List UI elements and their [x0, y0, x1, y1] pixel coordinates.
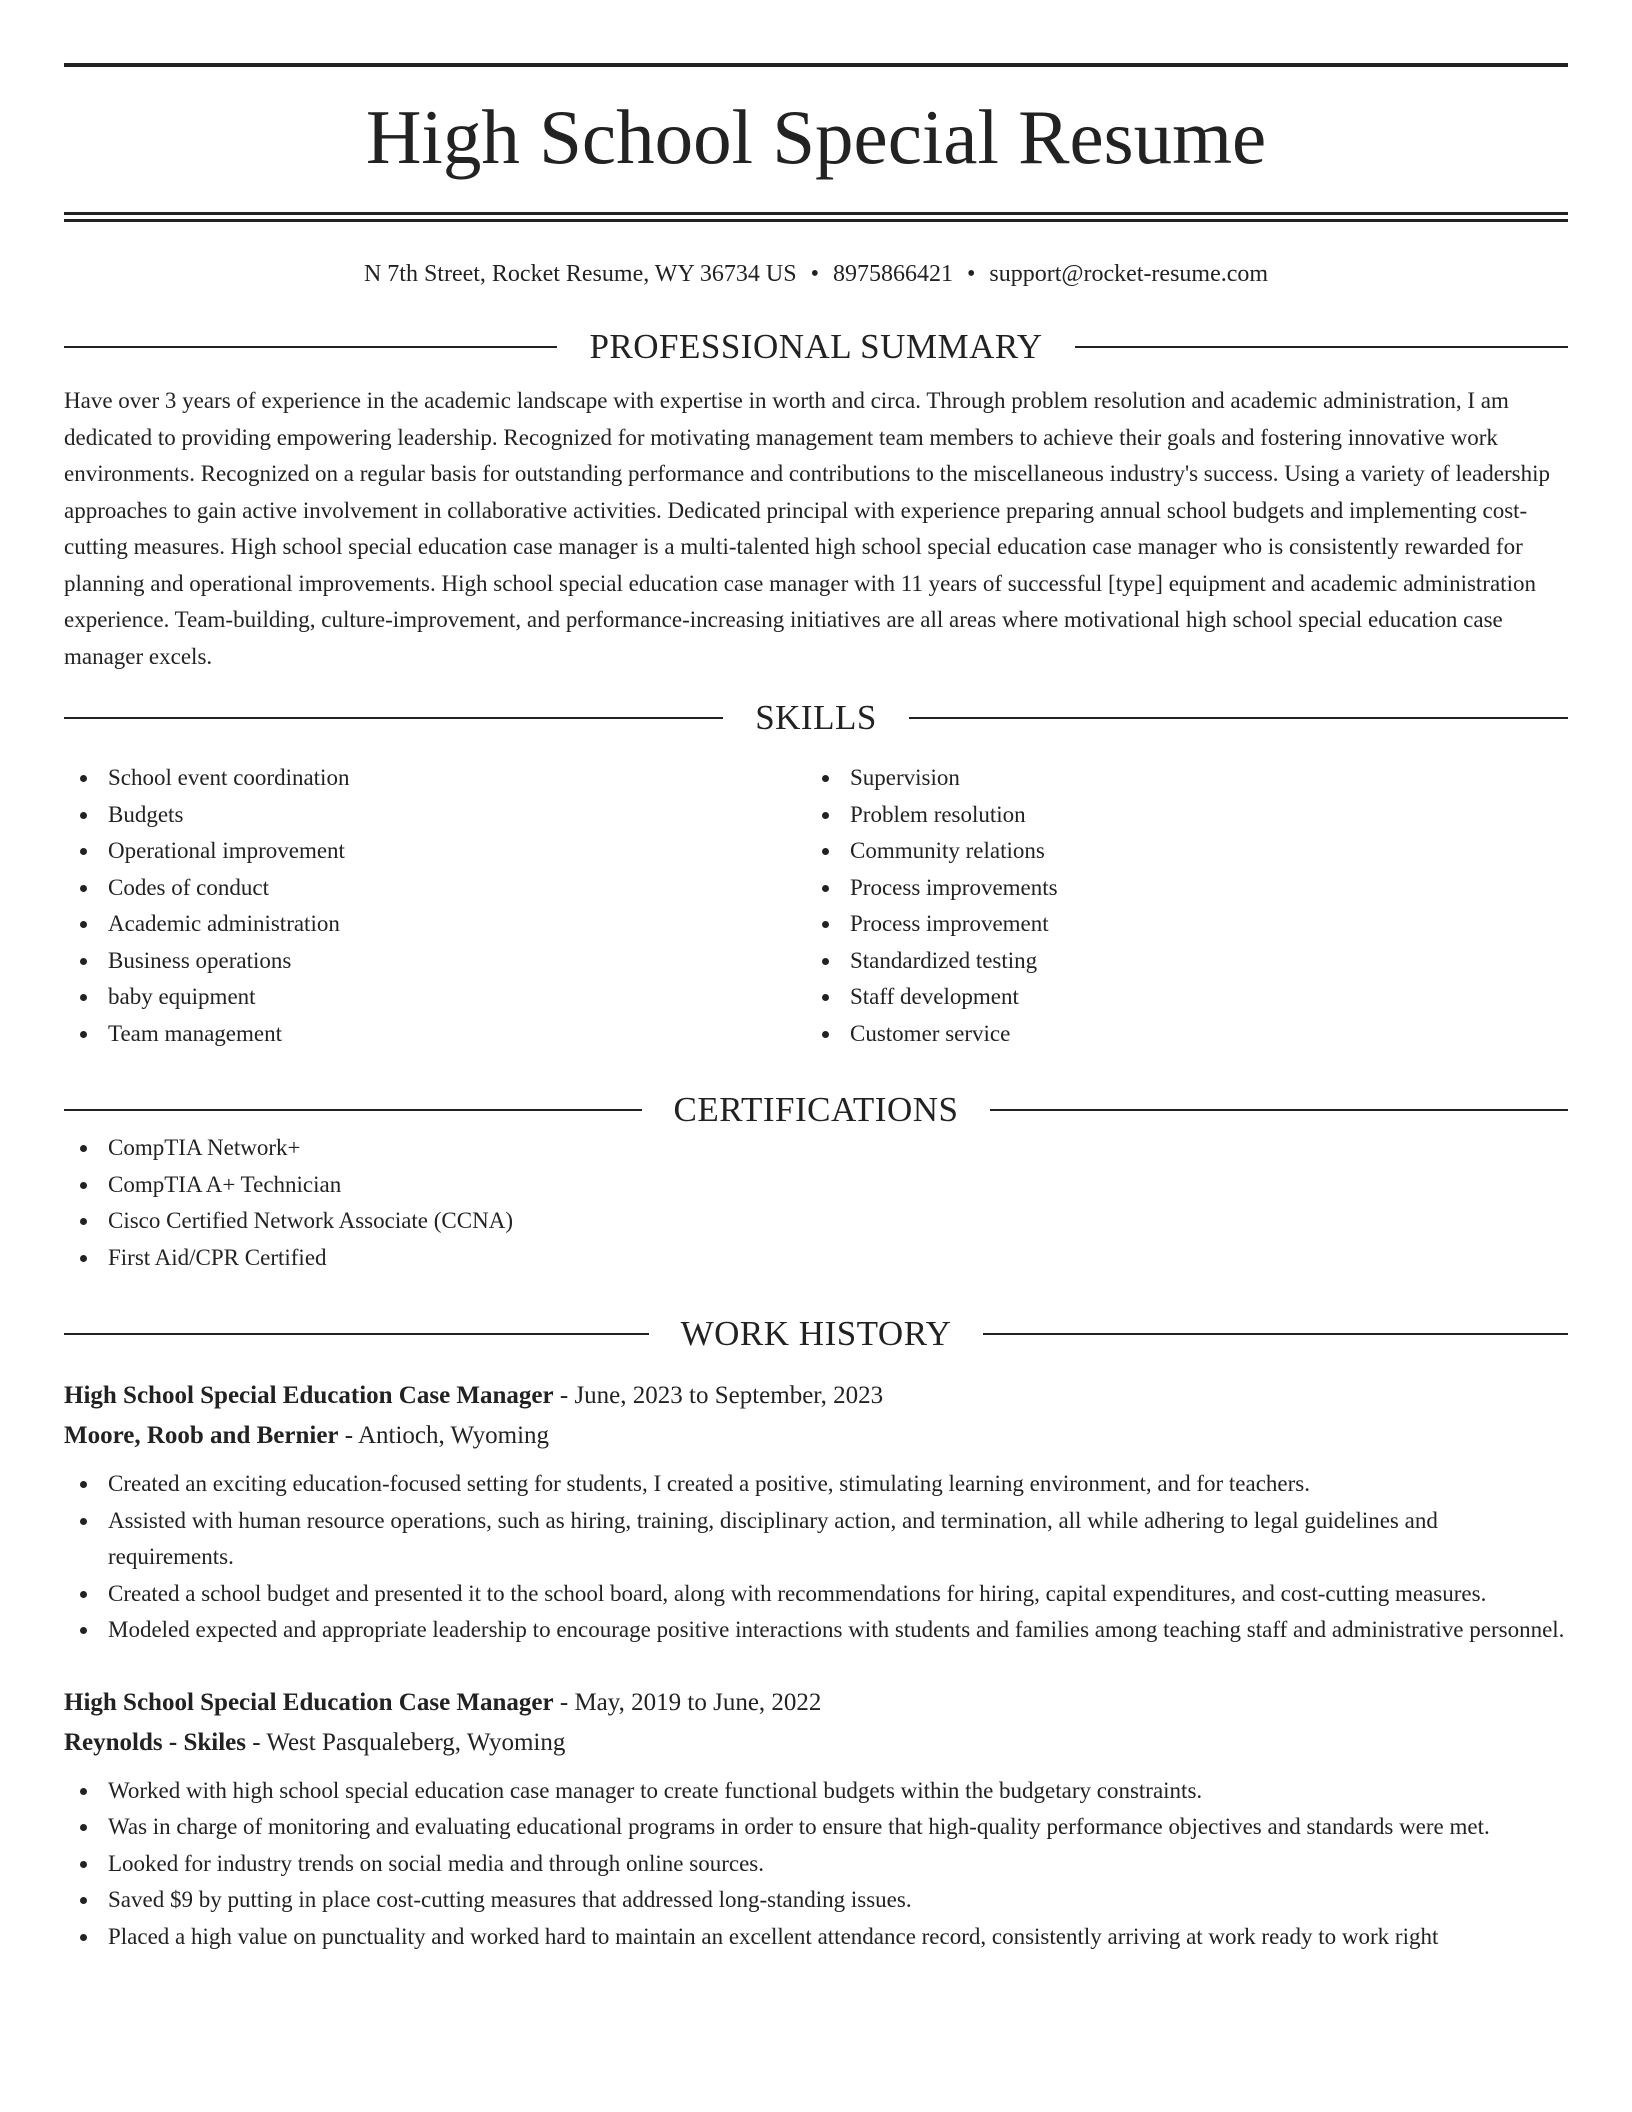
heading-rule-right [909, 717, 1568, 719]
job-title-line [64, 1683, 1568, 1723]
heading-rule-left [64, 1109, 642, 1111]
skills-section-heading [64, 698, 1568, 738]
skill-item: Staff development [806, 979, 1548, 1016]
job-bullets [64, 1466, 1568, 1649]
job-bullet: Modeled expected and appropriate leadership to encourage positive interactions with students and families among teaching staff and administrative personnel. [64, 1612, 1568, 1649]
job-bullet: Created a school budget and presented it to the school board, along with recommendations for hiring, capital expenditures, and cost-cutting measures. [64, 1576, 1568, 1613]
heading-rule-left [64, 717, 723, 719]
certifications-heading: CERTIFICATIONS [673, 1090, 959, 1129]
heading-rule-right [1075, 346, 1568, 348]
work-section-heading [64, 1314, 1568, 1354]
work-history-list [64, 1376, 1568, 1955]
certification-item: CompTIA Network+ [64, 1130, 1568, 1167]
job-bullet: Assisted with human resource operations, such as hiring, training, disciplinary action, and termination, all while adhering to legal guidelines and requirements. [64, 1503, 1568, 1576]
job-location: - Antioch, Wyoming [338, 1422, 550, 1449]
skill-item: Problem resolution [806, 797, 1548, 834]
job-title: High School Special Education Case Manager [64, 1382, 554, 1409]
skill-item: Budgets [64, 797, 806, 834]
skill-item: Operational improvement [64, 833, 806, 870]
job-bullet: Created an exciting education-focused setting for students, I created a positive, stimulating learning environment, and for teachers. [64, 1466, 1568, 1503]
certifications-list [64, 1130, 1568, 1276]
job-bullet: Looked for industry trends on social media and through online sources. [64, 1846, 1568, 1883]
job-location: - West Pasqualeberg, Wyoming [245, 1728, 566, 1756]
skills-grid [64, 760, 1568, 1052]
heading-rule-right [983, 1333, 1568, 1335]
job-company-line [64, 1723, 1568, 1763]
job-company-line [64, 1416, 1568, 1456]
contact-address: N 7th Street, Rocket Resume, WY 36734 US [363, 261, 797, 287]
job-bullet: Saved $9 by putting in place cost-cutting measures that addressed long-standing issues. [64, 1882, 1568, 1919]
heading-rule-right [990, 1109, 1568, 1111]
job-bullet: Was in charge of monitoring and evaluating educational programs in order to ensure that high-quality performance objectives and standards were met. [64, 1809, 1568, 1846]
skill-item: baby equipment [64, 979, 806, 1016]
skill-item: Codes of conduct [64, 870, 806, 907]
contact-phone: 8975866421 [832, 261, 953, 287]
job-bullets [64, 1773, 1568, 1956]
contact-separator: • [810, 261, 819, 287]
skills-column-right [806, 760, 1548, 1052]
job-dates: - June, 2023 to September, 2023 [553, 1382, 884, 1409]
job-bullet: Placed a high value on punctuality and worked hard to maintain an excellent attendance record, consistently arriving at work ready to work right [64, 1919, 1568, 1956]
summary-section-heading [64, 327, 1568, 367]
skill-item: Community relations [806, 833, 1548, 870]
job-entry [64, 1683, 1568, 1956]
skill-item: School event coordination [64, 760, 806, 797]
job-company: Reynolds - Skiles [64, 1728, 246, 1756]
summary-heading: PROFESSIONAL SUMMARY [589, 327, 1043, 366]
header-top-rule [64, 63, 1568, 67]
skill-item: Standardized testing [806, 943, 1548, 980]
header-double-rule [64, 212, 1568, 222]
work-heading: WORK HISTORY [680, 1314, 952, 1353]
skills-list-right [806, 760, 1548, 1052]
certifications-section-heading [64, 1090, 1568, 1130]
skill-item: Team management [64, 1016, 806, 1053]
summary-text: Have over 3 years of experience in the academic landscape with expertise in worth and circa. Through problem resolution and academic administration, I am dedicated to providing empowering leadership. Recognized for motivating management team members to achieve their goals and fostering innovative work environments. Recognized on a regular basis for outstanding performance and contributions to the miscellaneous industry's success. Using a variety of leadership approaches to gain active involvement in collaborative activities. Dedicated principal with experience preparing annual school budgets and implementing cost-cutting measures. High school special education case manager is a multi-talented high school special education case manager who is consistently rewarded for planning and operational improvements. High school special education case manager with 11 years of successful [type] equipment and academic administration experience. Team-building, culture-improvement, and performance-increasing initiatives are all areas where motivational high school special education case manager excels. [64, 388, 1550, 669]
contact-line [64, 259, 1568, 289]
resume-page [64, 0, 1568, 1955]
job-entry [64, 1376, 1568, 1649]
job-bullet: Worked with high school special education case manager to create functional budgets within the budgetary constraints. [64, 1773, 1568, 1810]
certification-item: First Aid/CPR Certified [64, 1240, 1568, 1277]
heading-rule-left [64, 1333, 649, 1335]
skills-heading: SKILLS [755, 698, 877, 737]
skill-item: Customer service [806, 1016, 1548, 1053]
job-dates: - May, 2019 to June, 2022 [553, 1688, 822, 1716]
job-title: High School Special Education Case Manager [64, 1688, 554, 1716]
resume-name: High School Special Resume [365, 94, 1267, 180]
contact-email: support@rocket-resume.com [989, 261, 1269, 287]
job-company: Moore, Roob and Bernier [64, 1422, 339, 1449]
skill-item: Process improvements [806, 870, 1548, 907]
certification-item: Cisco Certified Network Associate (CCNA) [64, 1203, 1568, 1240]
contact-separator: • [966, 261, 976, 287]
skills-list-left [64, 760, 806, 1052]
skill-item: Process improvement [806, 906, 1548, 943]
certification-item: CompTIA A+ Technician [64, 1167, 1568, 1204]
skill-item: Academic administration [64, 906, 806, 943]
skills-column-left [64, 760, 806, 1052]
heading-rule-left [64, 346, 557, 348]
skill-item: Business operations [64, 943, 806, 980]
job-title-line [64, 1376, 1568, 1416]
skill-item: Supervision [806, 760, 1548, 797]
